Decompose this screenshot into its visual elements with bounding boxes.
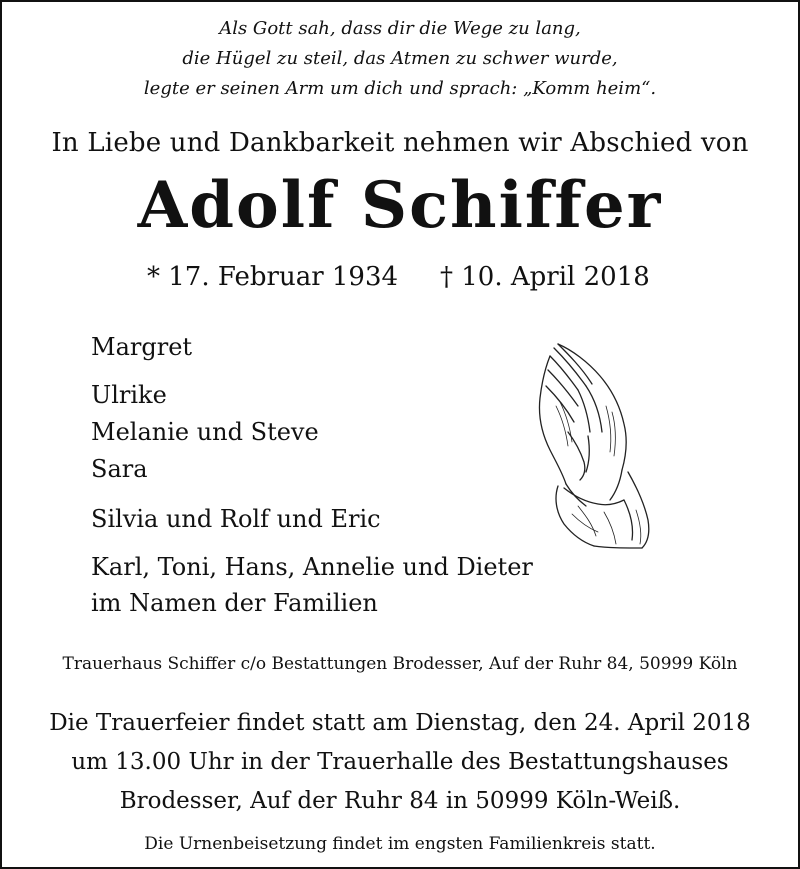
ceremony-line: Brodesser, Auf der Ruhr 84 in 50999 Köln-Weiß. <box>119 788 681 814</box>
poem-line: legte er seinen Arm um dich und sprach: „Komm heim“. <box>143 78 657 99</box>
farewell-intro: In Liebe und Dankbarkeit nehmen wir Abschied von <box>51 128 749 158</box>
family-member: Ulrike <box>91 381 167 409</box>
funeral-home-address: Trauerhaus Schiffer c/o Bestattungen Brodesser, Auf der Ruhr 84, 50999 Köln <box>62 654 738 674</box>
memorial-poem <box>0 14 800 104</box>
family-member: Margret <box>91 333 193 361</box>
family-member: Melanie und Steve <box>91 418 319 446</box>
family-member: Sara <box>91 455 148 483</box>
family-member: im Namen der Familien <box>91 589 378 617</box>
ceremony-line: Die Trauerfeier findet statt am Dienstag, den 24. April 2018 <box>49 710 751 736</box>
deceased-name: Adolf Schiffer <box>137 168 663 243</box>
poem-line: Als Gott sah, dass dir die Wege zu lang, <box>219 18 581 39</box>
death-date: † 10. April 2018 <box>440 262 650 292</box>
praying-hands-icon <box>528 336 658 550</box>
ceremony-line: um 13.00 Uhr in der Trauerhalle des Bestattungshauses <box>71 749 729 775</box>
poem-line: die Hügel zu steil, das Atmen zu schwer wurde, <box>182 48 618 69</box>
urn-burial-note: Die Urnenbeisetzung findet im engsten Familienkreis statt. <box>144 834 656 854</box>
family-member: Silvia und Rolf und Eric <box>91 505 381 533</box>
family-member: Karl, Toni, Hans, Annelie und Dieter <box>91 553 533 581</box>
ceremony-details <box>0 704 800 821</box>
birth-date: * 17. Februar 1934 <box>147 262 399 292</box>
